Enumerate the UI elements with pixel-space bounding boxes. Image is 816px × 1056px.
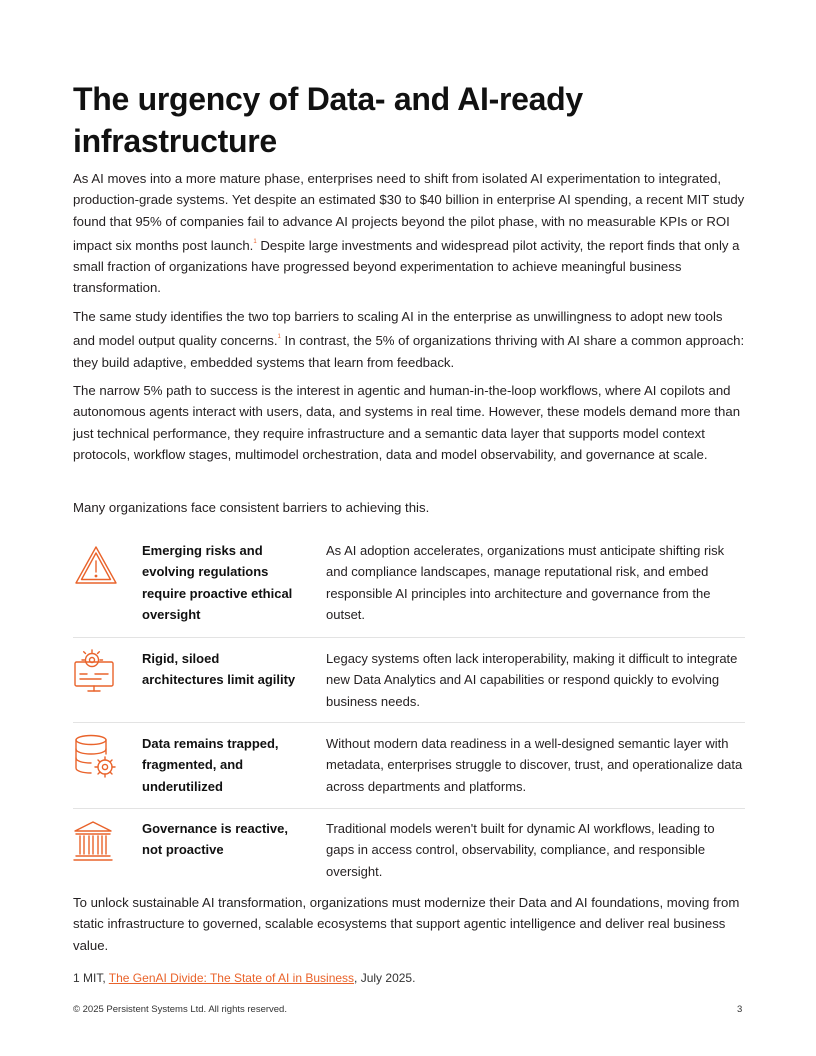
barrier-description: As AI adoption accelerates, organizations must anticipate shifting risk and compliance landscapes, manage reputational risk, and embed responsible AI principles into architecture and governance from the outset. <box>326 543 725 622</box>
row-divider <box>73 637 745 638</box>
closing-paragraph: To unlock sustainable AI transformation, organizations must modernize their Data and AI foundations, moving from static infrastructure to governed, scalable ecosystems that support agentic intelligence and deliver real business value. <box>73 895 740 953</box>
footnote-ref[interactable]: 1 <box>253 238 257 245</box>
database-gear-icon <box>73 734 119 780</box>
gear-monitor-icon <box>73 648 119 694</box>
intro-paragraph-1 <box>73 168 745 299</box>
barrier-heading: Data remains trapped, fragmented, and underutilized <box>142 736 279 794</box>
intro-paragraph-1-text-a: As AI moves into a more mature phase, enterprises need to shift from isolated AI experimentation to integrated, production-grade systems. Yet despite an estimated $30 to $40 billion in enterprise AI spending, a recent MIT study found that 95% of companies fail to advance AI projects beyond the pilot phase, with no measurable KPIs or ROI impact six months post launch. <box>73 171 745 253</box>
intro-paragraph-2 <box>73 306 745 373</box>
barrier-heading: Governance is reactive, not proactive <box>142 821 288 858</box>
page-number: 3 <box>737 1004 743 1015</box>
row-divider <box>73 808 745 809</box>
footnote-prefix: 1 MIT, <box>73 971 109 985</box>
intro-paragraph-1-text-b: Despite large investments and widespread pilot activity, the report finds that only a small fraction of organizations have progressed beyond experimentation to achieve meaningful business transformation. <box>73 237 740 296</box>
warning-triangle-icon <box>73 542 119 588</box>
intro-paragraph-2-text-b: In contrast, the 5% of organizations thriving with AI share a common approach: they build adaptive, embedded systems that learn from feedback. <box>73 333 745 370</box>
barrier-description: Legacy systems often lack interoperability, making it difficult to integrate new Data Analytics and AI capabilities or respond quickly to evolving business needs. <box>326 651 738 709</box>
footnote-link[interactable]: The GenAI Divide: The State of AI in Business <box>108 971 355 985</box>
barrier-heading: Rigid, siloed architectures limit agility <box>142 651 296 688</box>
footer-copyright: © 2025 Persistent Systems Ltd. All rights reserved. <box>73 1004 287 1015</box>
barrier-description: Traditional models weren't built for dynamic AI workflows, leading to gaps in access control, observability, compliance, and responsible oversight. <box>326 821 715 879</box>
footnote-ref[interactable]: 1 <box>277 334 281 341</box>
institution-building-icon <box>73 820 119 866</box>
intro-paragraph-2-text-a: The same study identifies the two top barriers to scaling AI in the enterprise as unwillingness to adopt new tools and model output quality concerns. <box>73 309 723 349</box>
barrier-description: Without modern data readiness in a well-designed semantic layer with metadata, enterprises struggle to discover, trust, and operationalize data across departments and platforms. <box>326 736 743 794</box>
footnote-suffix: , July 2025. <box>354 971 416 985</box>
intro-paragraph-3: The narrow 5% path to success is the interest in agentic and human-in-the-loop workflows, where AI copilots and autonomous agents interact with users, data, and systems in real time. However, these models demand more than just technical performance, they require infrastructure and a semantic data layer that supports model context protocols, workflow stages, multimodel orchestration, data and model observability, and governance at scale. <box>73 383 741 462</box>
page-title: The urgency of Data- and AI-ready infrastructure <box>73 81 583 159</box>
barrier-heading: Emerging risks and evolving regulations require proactive ethical oversight <box>142 543 293 622</box>
row-divider <box>73 722 745 723</box>
footnote <box>73 968 415 988</box>
intro-paragraph-4: Many organizations face consistent barriers to achieving this. <box>73 500 430 515</box>
